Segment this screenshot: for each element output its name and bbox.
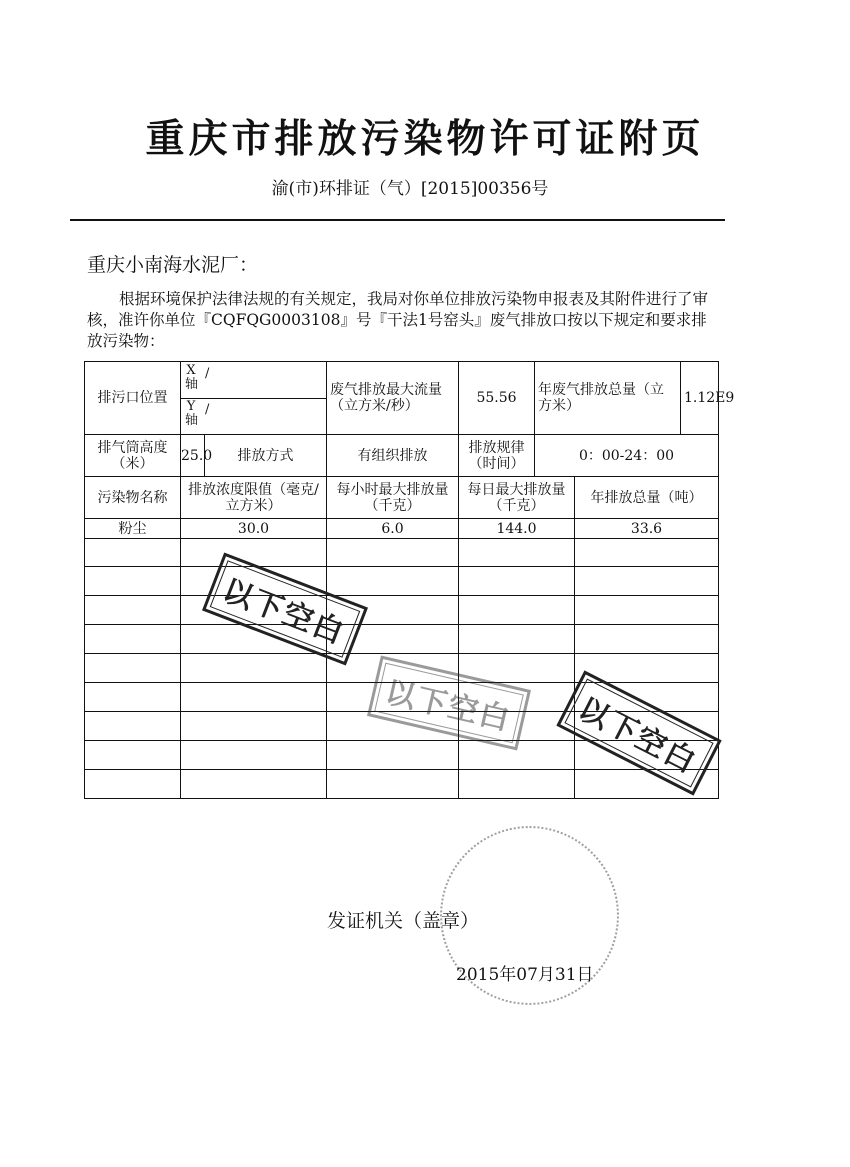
max-flow-value: 55.56: [459, 362, 535, 435]
empty-cell: [85, 625, 181, 654]
header-daily-max: 每日最大排放量（千克）: [459, 477, 575, 519]
empty-table-row: [85, 625, 719, 654]
emission-mode-label: 排放方式: [205, 435, 327, 477]
x-axis-value: /: [205, 366, 210, 381]
document-title: 重庆市排放污染物许可证附页: [145, 117, 705, 162]
empty-cell: [327, 770, 459, 799]
annual-volume-label: 年废气排放总量（立方米）: [535, 362, 681, 435]
empty-cell: [575, 596, 719, 625]
issuing-authority: 发证机关（盖章）: [327, 910, 480, 932]
stack-height-label: 排气筒高度（米）: [85, 435, 181, 477]
empty-cell: [85, 770, 181, 799]
empty-cell: [85, 654, 181, 683]
empty-cell: [575, 539, 719, 567]
stack-height-value: 25.0: [181, 435, 205, 477]
empty-cell: [181, 539, 327, 567]
header-annual-total: 年排放总量（吨）: [575, 477, 719, 519]
hourly-max: 6.0: [327, 519, 459, 539]
empty-table-row: [85, 770, 719, 799]
empty-cell: [459, 770, 575, 799]
table-row-outlet: [85, 362, 719, 435]
schedule-label: 排放规律（时间）: [459, 435, 535, 477]
empty-cell: [85, 567, 181, 596]
emission-mode-value: 有组织排放: [327, 435, 459, 477]
annual-volume-value: 1.12E9: [681, 362, 719, 435]
blank-stamp: 以下空白: [367, 655, 531, 750]
outlet-location-label: 排污口位置: [85, 362, 181, 435]
y-axis-label: Y轴: [185, 399, 199, 428]
empty-table-row: [85, 596, 719, 625]
empty-cell: [181, 654, 327, 683]
empty-cell: [575, 625, 719, 654]
table-row-stack: [85, 435, 719, 477]
header-pollutant: 污染物名称: [85, 477, 181, 519]
empty-cell: [327, 567, 459, 596]
annual-total: 33.6: [575, 519, 719, 539]
concentration-limit: 30.0: [181, 519, 327, 539]
body-paragraph: 根据环境保护法律法规的有关规定，我局对你单位排放污染物申报表及其附件进行了审核，准许你单位『CQFQG0003108』号『干法1号窑头』废气排放口按以下规定和要求排放污染物：: [87, 290, 709, 350]
y-axis-value: /: [205, 402, 210, 417]
daily-max: 144.0: [459, 519, 575, 539]
empty-cell: [459, 539, 575, 567]
permit-number: 渝(市)环排证（气）[2015]00356号: [271, 179, 549, 199]
empty-cell: [181, 741, 327, 770]
table-header-row: [85, 477, 719, 519]
table-row: [85, 519, 719, 539]
empty-cell: [181, 683, 327, 712]
empty-cell: [459, 596, 575, 625]
empty-cell: [85, 712, 181, 741]
x-axis-label: X轴: [185, 363, 199, 392]
empty-cell: [85, 539, 181, 567]
empty-cell: [575, 567, 719, 596]
empty-cell: [327, 539, 459, 567]
pollutant-name: 粉尘: [85, 519, 181, 539]
header-concentration-limit: 排放浓度限值（毫克/立方米）: [181, 477, 327, 519]
axis-cell: [181, 362, 327, 435]
empty-cell: [85, 596, 181, 625]
empty-cell: [181, 712, 327, 741]
addressee: 重庆小南海水泥厂：: [87, 254, 259, 276]
empty-table-row: [85, 539, 719, 567]
empty-table-row: [85, 567, 719, 596]
empty-cell: [459, 567, 575, 596]
header-hourly-max: 每小时最大排放量（千克）: [327, 477, 459, 519]
empty-cell: [85, 741, 181, 770]
y-axis-row: [181, 398, 326, 434]
empty-cell: [181, 770, 327, 799]
x-axis-row: [181, 362, 326, 399]
blank-stamp: 以下空白: [202, 552, 368, 665]
empty-cell: [459, 625, 575, 654]
header-divider: [70, 219, 725, 221]
issue-date: 2015年07月31日: [456, 965, 594, 985]
blank-stamp: 以下空白: [556, 670, 721, 795]
empty-cell: [327, 741, 459, 770]
schedule-value: 0：00-24：00: [535, 435, 719, 477]
empty-cell: [85, 683, 181, 712]
max-flow-label: 废气排放最大流量（立方米/秒）: [327, 362, 459, 435]
